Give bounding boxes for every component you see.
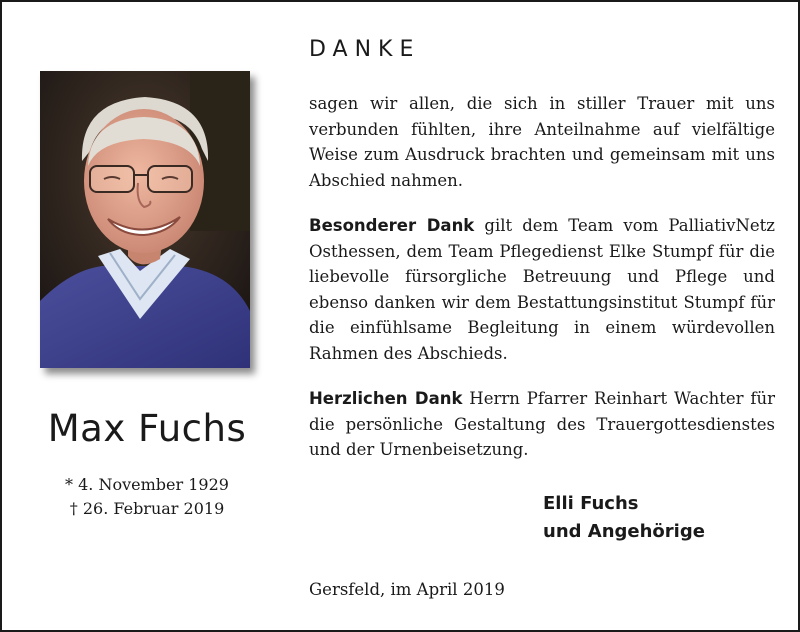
- special-thanks-lead: Besonderer Dank: [309, 216, 475, 235]
- portrait-photo: [40, 71, 250, 368]
- heartfelt-thanks-lead: Herzlichen Dank: [309, 389, 463, 408]
- death-date: † 26. Februar 2019: [69, 499, 225, 518]
- life-dates: [2, 473, 292, 521]
- signature: [543, 490, 705, 546]
- paragraph-thanks-all: sagen wir allen, die sich in stiller Trauer mit uns verbunden fühlten, ihre Anteilnahme auf vielfältige Weise zum Ausdruck brachten und gemeinsam mit uns Abschied nahmen.: [309, 94, 775, 190]
- paragraph-special-thanks: [309, 213, 775, 366]
- birth-date: * 4. November 1929: [65, 475, 229, 494]
- special-thanks-text: gilt dem Team vom PalliativNetz Osthessen, dem Team Pflegedienst Elke Stumpf für die liebevolle fürsorgliche Betreuung und Pflege und ebenso danken wir dem Bestattungsinstitut Stumpf für die einfühlsame Begleitung in einem würdevollen Rahmen des Abschieds.: [309, 216, 775, 363]
- heading-danke: DANKE: [309, 37, 421, 62]
- signature-line-2: und Angehörige: [543, 521, 705, 542]
- deceased-name: Max Fuchs: [47, 407, 247, 450]
- paragraph-heartfelt-thanks: [309, 386, 775, 463]
- place-date: Gersfeld, im April 2019: [309, 580, 505, 599]
- heartfelt-thanks-text: Herrn Pfarrer Reinhart Wachter für die persönliche Gestaltung des Trauergottesdienstes und der Urnenbeisetzung.: [309, 389, 775, 459]
- signature-line-1: Elli Fuchs: [543, 493, 639, 514]
